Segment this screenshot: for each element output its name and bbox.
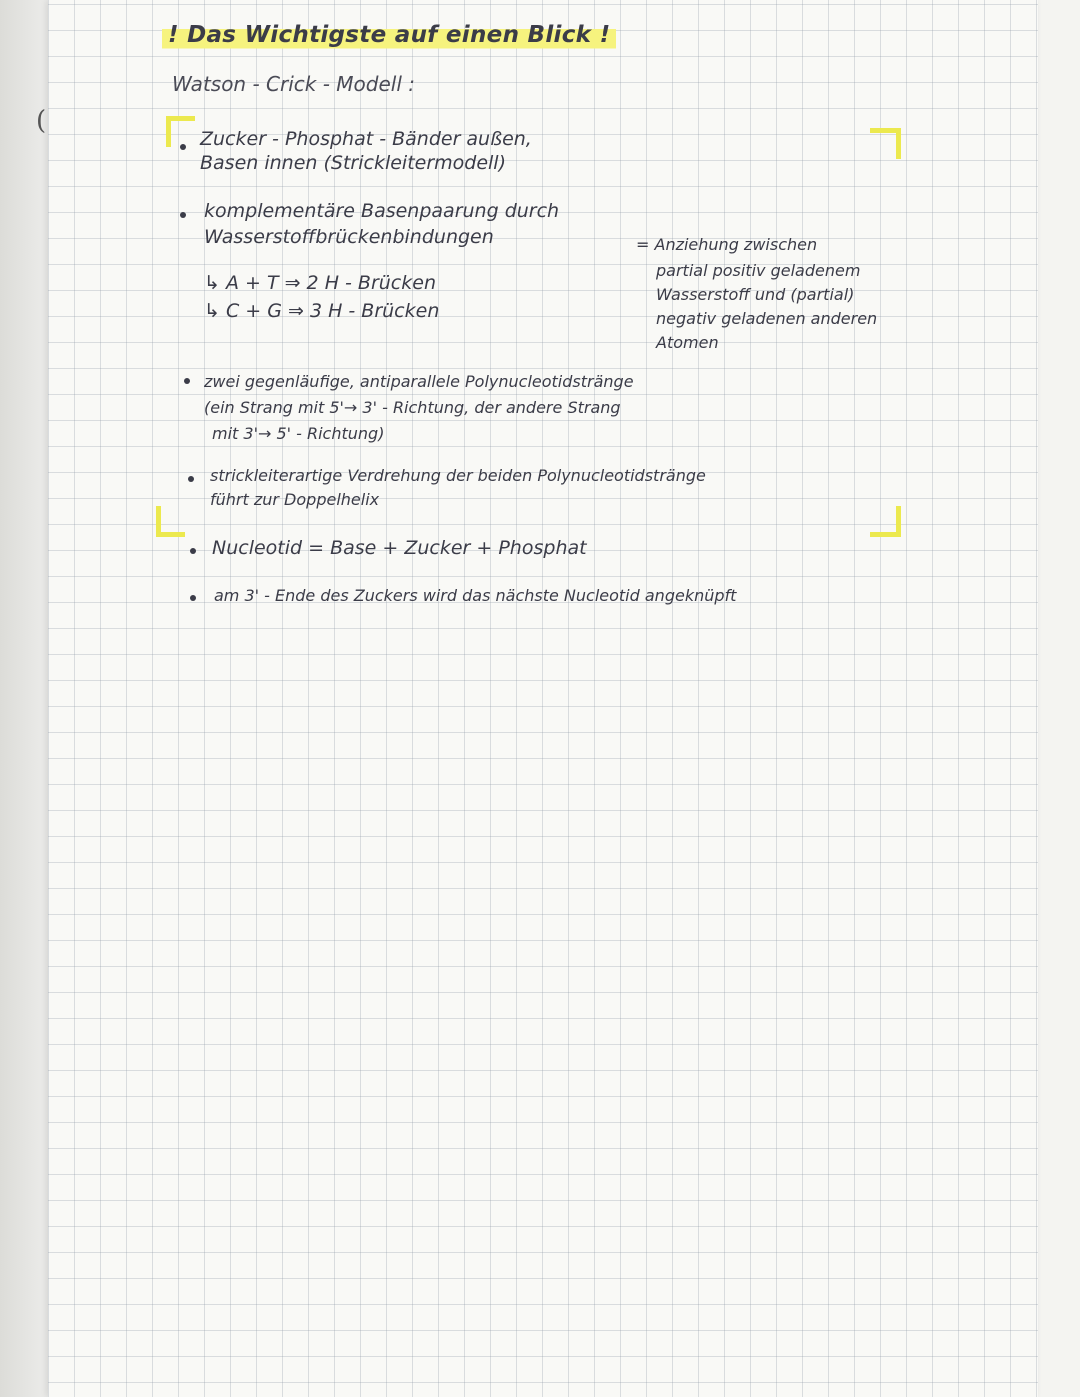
side-note-line-4: negativ geladenen anderen xyxy=(656,309,878,328)
bullet-5-line-1: Nucleotid = Base + Zucker + Phosphat xyxy=(212,537,587,559)
bullet-3-line-3: mit 3'→ 5' - Richtung) xyxy=(212,424,385,443)
side-note-line-1: = Anziehung zwischen xyxy=(636,235,818,254)
bullet-4-line-1: strickleiterartige Verdrehung der beiden Polynucleotidstränge xyxy=(210,466,706,485)
paren-mark: ( xyxy=(36,106,47,136)
bullet-1-line-2: Basen innen (Strickleitermodell) xyxy=(200,152,506,174)
side-note-line-5: Atomen xyxy=(656,333,719,352)
pairing-cg: ↳ C + G ⇒ 3 H - Brücken xyxy=(204,300,440,322)
highlight-bracket-bottom-left xyxy=(156,506,185,537)
bullet-icon xyxy=(180,212,186,218)
pairing-at: ↳ A + T ⇒ 2 H - Brücken xyxy=(204,272,436,294)
bullet-2-line-2: Wasserstoffbrückenbindungen xyxy=(204,226,494,248)
side-note-line-2: partial positiv geladenem xyxy=(656,261,861,280)
page-edge xyxy=(0,0,48,1397)
bullet-1-line-1: Zucker - Phosphat - Bänder außen, xyxy=(200,128,532,150)
bullet-icon xyxy=(184,378,190,384)
page-title: ! Das Wichtigste auf einen Blick ! xyxy=(162,20,616,50)
bullet-4-line-2: führt zur Doppelhelix xyxy=(210,490,380,509)
bullet-icon xyxy=(180,144,186,150)
highlight-bracket-top-right xyxy=(870,128,901,159)
highlight-bracket-bottom-right xyxy=(870,506,901,537)
bullet-icon xyxy=(190,548,196,554)
bullet-6-line-1: am 3' - Ende des Zuckers wird das nächste Nucleotid angeknüpft xyxy=(214,586,737,605)
bullet-icon xyxy=(188,476,194,482)
bullet-icon xyxy=(190,595,196,601)
bullet-3-line-1: zwei gegenläufige, antiparallele Polynucleotidstränge xyxy=(204,372,634,391)
section-heading: Watson - Crick - Modell : xyxy=(172,72,415,96)
bullet-2-line-1: komplementäre Basenpaarung durch xyxy=(204,200,560,222)
highlight-bracket-top-left xyxy=(166,116,195,147)
side-note-line-3: Wasserstoff und (partial) xyxy=(656,285,855,304)
bullet-3-line-2: (ein Strang mit 5'→ 3' - Richtung, der andere Strang xyxy=(204,398,621,417)
